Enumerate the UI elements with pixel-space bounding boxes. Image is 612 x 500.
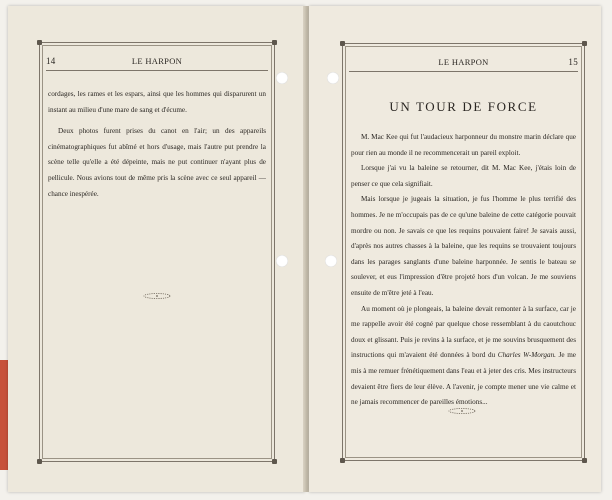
corner-ornament-icon (582, 458, 587, 463)
left-body-text (48, 87, 266, 202)
running-head (349, 57, 578, 71)
header-rule (349, 71, 578, 72)
running-title: LE HARPON (131, 56, 183, 66)
ship-name: Charles W-Morgan. (497, 351, 556, 360)
red-edge (0, 360, 8, 470)
page-number: 14 (46, 56, 56, 66)
corner-ornament-icon (272, 459, 277, 464)
binding-hole (325, 255, 337, 267)
paragraph: cordages, les rames et les espars, ainsi que les hommes qui disparurent un instant au milieu d'une mare de sang et d'écume. (48, 90, 266, 114)
binding-hole (276, 72, 288, 84)
page-number: 15 (568, 57, 578, 67)
right-body-text (351, 130, 576, 411)
paragraph: M. Mac Kee qui fut l'audacieux harponneur du monstre marin déclare que pour rien au monde il ne recommencerait un pareil exploit. (351, 133, 576, 157)
paragraph-text: Au moment où je plongeais, la baleine devait remonter à la surface, car je me rappelle avoir été cogné par quelque chose ressemblant à du caoutchouc doux et glissant. Puis je revins à la surface, et je me souvins brusquement des instructions qui m'avaient été données à bord du (351, 304, 576, 360)
left-page-frame (39, 42, 275, 462)
running-title: LE HARPON (438, 57, 489, 67)
ornament-icon (142, 291, 172, 301)
corner-ornament-icon (37, 459, 42, 464)
right-page-frame (342, 43, 585, 461)
binding-hole (327, 72, 339, 84)
corner-ornament-icon (340, 458, 345, 463)
running-head (46, 56, 268, 70)
binding-hole (276, 255, 288, 267)
chapter-title: UN TOUR DE FORCE (389, 99, 538, 114)
corner-ornament-icon (582, 41, 587, 46)
ornament-icon (447, 406, 477, 416)
right-page (309, 6, 601, 492)
paragraph-text: Je me mis à me remuer frénétiquement dans l'eau et à jeter des cris. Mes instructeurs devaient être fiers de leur élève. A l'avenir, je compte mener une vie calme et ne jamais recommencer de pareilles émotions... (351, 351, 576, 407)
corner-ornament-icon (272, 40, 277, 45)
corner-ornament-icon (37, 40, 42, 45)
header-rule (46, 70, 268, 71)
paragraph: Mais lorsque je jugeais la situation, je fus l'homme le plus terrifié des hommes. Je ne m'occupais pas de ce qu'une baleine de cette catégorie pouvait mordre ou non. Je savais ce que les requins pouvaient faire! Je savais aussi, d'après nos autres chasses à la baleine, que les requins se trouvaient toujours dans les parages sanglants d'une baleine harponnée. Je sentis le bateau se soulever, et eus l'impression d'être projeté hors d'un volcan. Je me souviens ensuite de m'être jeté à l'eau. (351, 195, 576, 297)
paragraph: Deux photos furent prises du canot en l'air; un des appareils cinématographiques fut abîmé et hors d'usage, mais l'autre put prendre la scène telle qu'elle a été dépeinte, mais ne put continuer n'ayant plus de pellicule. Nous avions tout de même pris la scène avec ce seul appareil — chance inespérée. (48, 127, 266, 198)
left-page (8, 6, 305, 492)
paragraph (351, 302, 576, 411)
corner-ornament-icon (340, 41, 345, 46)
paragraph: Lorsque j'ai vu la baleine se retourner, dit M. Mac Kee, j'étais loin de penser ce que cela signifiait. (351, 164, 576, 188)
